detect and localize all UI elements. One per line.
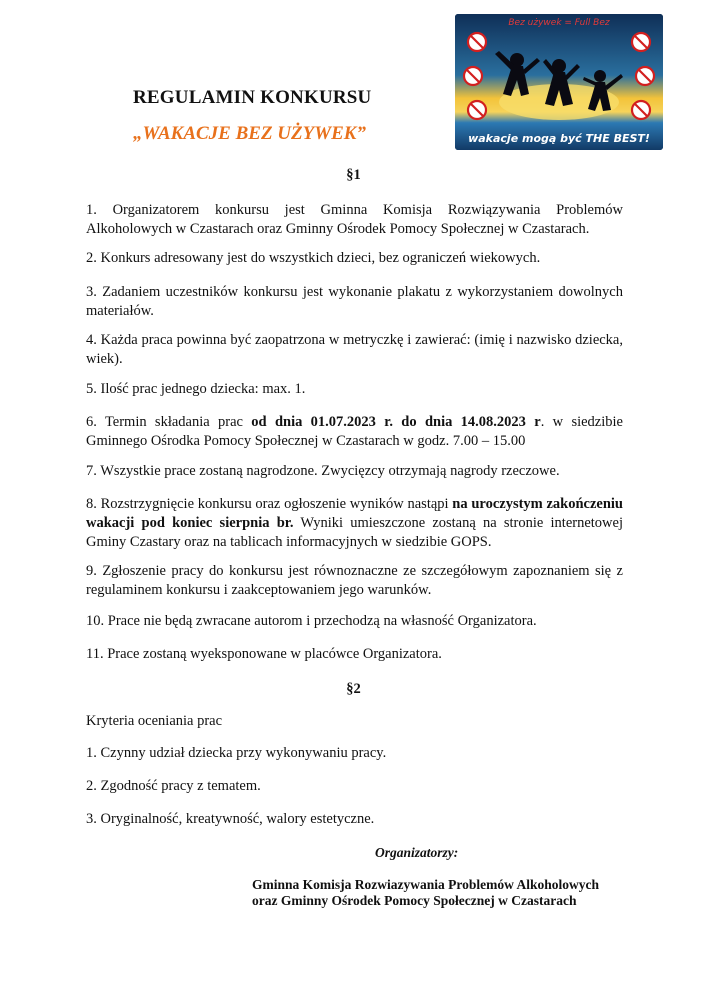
rule-text: . w siedzibie Gminnego Ośrodka Pomocy Społecznej w Czastarach w godz. 7.00 – 15.00: [86, 414, 623, 449]
organizers-line-1: Gminna Komisja Rozwiazywania Problemów Alkoholowych: [252, 877, 600, 892]
document-title: REGULAMIN KONKURSU: [133, 87, 372, 108]
poster-image: [455, 14, 663, 150]
rule-text: 6. Termin składania prac: [86, 414, 252, 430]
bold-text: na uroczystym zakończeniu wakacji pod koniec sierpnia br.: [86, 496, 623, 531]
rule-item-11: [86, 645, 623, 664]
rule-text: 10. Prace nie będą zwracane autorom i przechodzą na własność Organizatora.: [86, 613, 537, 629]
rule-text: Wyniki umieszczone zostaną na stronie internetowej Gminy Czastary oraz na tablicach informacyjnych w siedzibie GOPS.: [86, 515, 623, 550]
section-1-heading: §1: [346, 167, 361, 183]
rule-text: 4. Każda praca powinna być zaopatrzona w metryczkę i zawierać: (imię i nazwisko dziecka, wiek).: [86, 332, 623, 367]
rule-text: 5. Ilość prac jednego dziecka: max. 1.: [86, 381, 306, 397]
organizers-line-2: oraz Gminny Ośrodek Pomocy Społecznej w Czastarach: [252, 893, 577, 908]
rule-item-10: [86, 612, 623, 631]
document-subtitle: „WAKACJE BEZ UŻYWEK”: [133, 123, 366, 144]
rule-item-7: [86, 462, 623, 481]
criteria-item: 3. Oryginalność, kreatywność, walory estetyczne.: [86, 811, 375, 827]
rule-text: 8. Rozstrzygnięcie konkursu oraz ogłoszenie wyników nastąpi: [86, 496, 453, 512]
rule-text: 11. Prace zostaną wyeksponowane w placówce Organizatora.: [86, 646, 442, 662]
rule-text: 2. Konkurs adresowany jest do wszystkich dzieci, bez ograniczeń wiekowych.: [86, 250, 541, 266]
rule-item-2: [86, 249, 623, 268]
rule-text: 1. Organizatorem konkursu jest Gminna Komisja Rozwiązywania Problemów Alkoholowych w Czastarach oraz Gminny Ośrodek Pomocy Społecznej w Czastarach.: [86, 202, 623, 237]
rule-text: 9. Zgłoszenie pracy do konkursu jest równoznaczne ze szczegółowym zapoznaniem się z regulaminem konkursu i zaakceptowaniem jego warunków.: [86, 563, 623, 598]
rule-item-1: [86, 201, 623, 239]
rule-item-5: [86, 380, 623, 399]
rule-text: 7. Wszystkie prace zostaną nagrodzone. Zwycięzcy otrzymają nagrody rzeczowe.: [86, 463, 560, 479]
criteria-intro: Kryteria oceniania prac: [86, 713, 223, 729]
section-2-heading: §2: [346, 681, 361, 697]
poster-top-text: Bez używek = Full Bez: [508, 18, 610, 28]
criteria-item: 2. Zgodność pracy z tematem.: [86, 778, 261, 794]
rule-text: 3. Zadaniem uczestników konkursu jest wykonanie plakatu z wykorzystaniem dowolnych materiałów.: [86, 284, 623, 319]
rule-item-9: [86, 562, 623, 600]
poster-bottom-text: wakacje mogą być THE BEST!: [468, 132, 650, 145]
rule-item-8: [86, 495, 623, 552]
rule-item-3: [86, 283, 623, 321]
bold-text: od dnia 01.07.2023 r. do dnia 14.08.2023 r: [251, 414, 541, 430]
criteria-item: 1. Czynny udział dziecka przy wykonywaniu pracy.: [86, 745, 387, 761]
rule-item-4: [86, 331, 623, 369]
organizers-heading: Organizatorzy:: [375, 845, 459, 860]
rule-item-6: [86, 413, 623, 451]
